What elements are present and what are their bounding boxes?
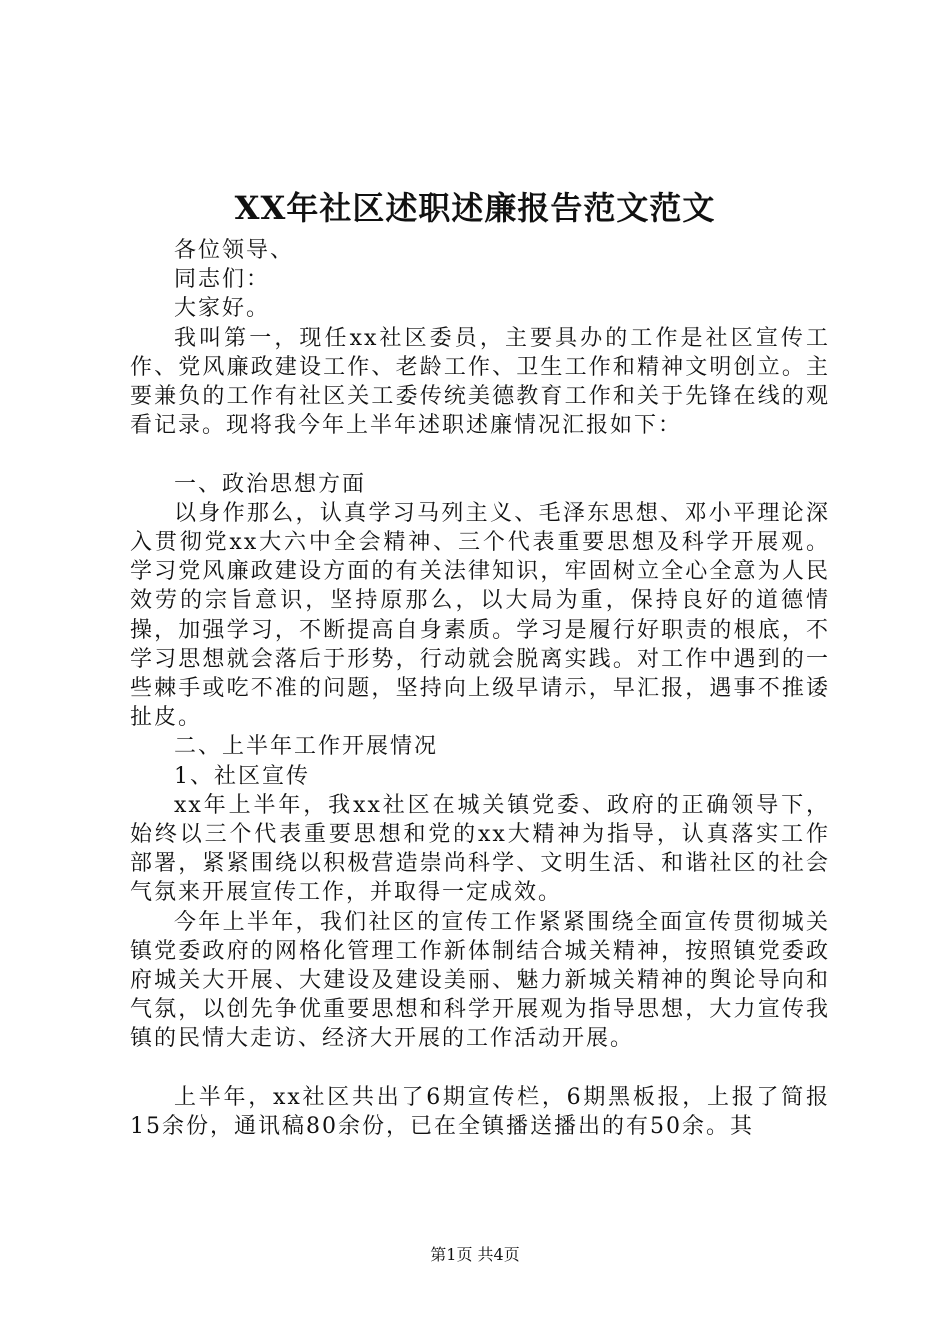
page-number: 第1页 共4页 bbox=[430, 1245, 520, 1264]
document-body bbox=[130, 236, 830, 1141]
salutation-leaders: 各位领导、 bbox=[174, 238, 295, 263]
section-heading-political: 一、政治思想方面 bbox=[174, 471, 367, 497]
greeting: 大家好。 bbox=[174, 296, 271, 322]
publicity-paragraph-1: xx年上半年，我xx社区在城关镇党委、政府的正确领导下，始终以三个代表重要思想和党的xx大精神为指导，认真落实工作部署，紧紧围绕以积极营造崇尚科学、文明生活、和谐社区的社会气氛来开展宣传工作，并取得一定成效。 bbox=[130, 792, 830, 906]
political-paragraph: 以身作那么，认真学习马列主义、毛泽东思想、邓小平理论深入贯彻党xx大六中全会精神、三个代表重要思想及科学开展观。学习党风廉政建设方面的有关法律知识，牢固树立全心全意为人民效劳的宗旨意识，坚持原那么，以大局为重，保持良好的道德情操，加强学习，不断提高自身素质。学习是履行好职责的根底，不学习思想就会落后于形势，行动就会脱离实践。对工作中遇到的一些棘手或吃不准的问题，坚持向上级早请示，早汇报，遇事不推诿扯皮。 bbox=[130, 500, 830, 731]
salutation-comrades: 同志们： bbox=[174, 267, 271, 293]
intro-paragraph: 我叫第一，现任xx社区委员，主要具办的工作是社区宣传工作、党风廉政建设工作、老龄工作、卫生工作和精神文明创立。主要兼负的工作有社区关工委传统美德教育工作和关于先锋在线的观看记录。现将我今年上半年述职述廉情况汇报如下： bbox=[130, 325, 830, 439]
document-title: XX年社区述职述廉报告范文范文 bbox=[234, 189, 716, 227]
publicity-paragraph-2: 今年上半年，我们社区的宣传工作紧紧围绕全面宣传贯彻城关镇党委政府的网格化管理工作新体制结合城关精神，按照镇党委政府城关大开展、大建设及建设美丽、魅力新城关精神的舆论导向和气氛，以创先争优重要思想和科学开展观为指导思想，大力宣传我镇的民情大走访、经济大开展的工作活动开展。 bbox=[130, 909, 830, 1052]
subsection-heading-publicity: 1、社区宣传 bbox=[174, 763, 310, 789]
section-heading-work: 二、上半年工作开展情况 bbox=[174, 734, 439, 760]
publicity-paragraph-3: 上半年，xx社区共出了6期宣传栏，6期黑板报，上报了简报15余份，通讯稿80余份，已在全镇播送播出的有50余。其 bbox=[130, 1084, 830, 1140]
